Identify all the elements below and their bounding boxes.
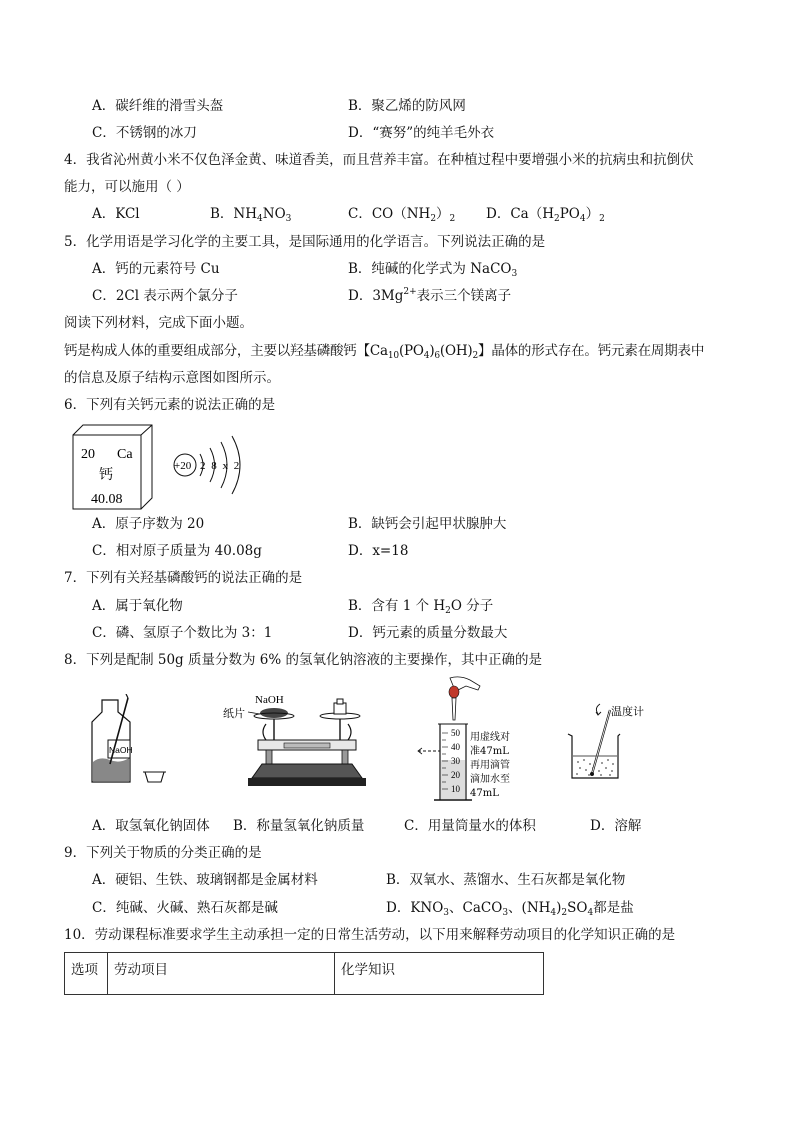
tile-atomic-number: 20 (81, 447, 95, 462)
cyl-note-4: 滴加水至 (470, 774, 510, 785)
q5-option-c: C．2Cl 表示两个氯分子 (92, 288, 238, 304)
material-intro: 阅读下列材料，完成下面小题。 (64, 315, 253, 331)
q3-option-c: C．不锈钢的冰刀 (92, 125, 197, 141)
calcium-element-figure (72, 424, 260, 512)
thermometer-label: 温度计 (611, 705, 644, 718)
figure-measure-cylinder (414, 676, 532, 806)
q9-option-c: C．纯碱、火碱、熟石灰都是碱 (92, 900, 278, 916)
figure-weigh-balance (222, 688, 388, 790)
col-header-task: 劳动项目 (108, 953, 335, 995)
q3-option-d: D．“赛努”的纯羊毛外衣 (348, 125, 495, 141)
material-paragraph-cont: 的信息及原子结构示意图如图所示。 (64, 370, 280, 386)
tile-atomic-mass: 40.08 (91, 492, 123, 507)
q7-option-d: D．钙元素的质量分数最大 (348, 625, 508, 641)
col-header-knowledge: 化学知识 (335, 953, 544, 995)
q5-option-b: B．纯碱的化学式为 NaCO$_3$ (348, 261, 518, 279)
q4-option-d: D．$Ca(H_2PO_4)_2$ (486, 206, 605, 224)
balance-solid-label: NaOH (255, 694, 284, 706)
cyl-tick-40: 40 (451, 742, 460, 752)
electron-shells: 2 8 x 2 (200, 460, 240, 472)
q9-option-a: A．硬铝、生铁、玻璃钢都是金属材料 (92, 872, 318, 888)
q6-stem: 6．下列有关钙元素的说法正确的是 (64, 397, 276, 413)
q10-stem: 10．劳动课程标准要求学生主动承担一定的日常生活劳动，以下用来解释劳动项目的化学知识正确的是 (64, 927, 676, 943)
material-paragraph: 钙是构成人体的重要组成部分，主要以羟基磷酸钙【$Ca_{10}(PO_4)_6(OH)_2$】晶体的形式存在。钙元素在周期表中 (64, 343, 705, 361)
q8-option-c: C．用量筒量水的体积 (404, 818, 536, 834)
q3-option-b: B．聚乙烯的防风网 (348, 98, 466, 114)
q6-option-d: D．x=18 (348, 543, 409, 559)
tile-name: 钙 (99, 467, 113, 483)
nucleus-charge: +20 (174, 460, 192, 472)
cyl-note-3: 再用滴管 (470, 760, 510, 771)
q9-stem: 9．下列关于物质的分类正确的是 (64, 845, 262, 861)
q8-option-a: A．取氢氧化钠固体 (92, 818, 210, 834)
q7-option-a: A．属于氧化物 (92, 598, 183, 614)
q9-option-d: D．$KNO_3$、CaCO$_3$、$(NH_4)_2SO_4$都是盐 (386, 900, 634, 918)
q5-option-a: A．钙的元素符号 Cu (92, 261, 220, 277)
col-header-option: 选项 (65, 953, 108, 995)
cyl-note-1: 用虚线对 (470, 732, 510, 743)
q8-stem: 8．下列是配制 50g 质量分数为 6% 的氢氧化钠溶液的主要操作，其中正确的是 (64, 652, 542, 668)
cyl-tick-30: 30 (451, 756, 460, 766)
q7-option-b: B．含有 1 个 $H_2O$ 分子 (348, 598, 494, 616)
q4-option-c: C．$CO(NH_2)_2$ (348, 206, 456, 224)
q6-option-a: A．原子序数为 20 (92, 516, 205, 532)
q7-stem: 7．下列有关羟基磷酸钙的说法正确的是 (64, 570, 303, 586)
q6-option-c: C．相对原子质量为 40.08g (92, 543, 262, 559)
figure-take-solid (88, 694, 168, 788)
q4-stem: 4．我省沁州黄小米不仅色泽金黄、味道香美，而且营养丰富。在种植过程中要增强小米的抗病虫和抗倒伏 (64, 152, 694, 168)
q4-option-b: B．$NH_4NO_3$ (210, 206, 292, 224)
figure-dissolve-beaker (566, 698, 662, 784)
cyl-note-5: 47mL (470, 788, 499, 799)
q8-option-b: B．称量氢氧化钠质量 (233, 818, 365, 834)
tile-symbol: Ca (117, 447, 133, 462)
q3-option-a: A．碳纤维的滑雪头盔 (92, 98, 224, 114)
atom-structure-diagram (174, 436, 240, 494)
q7-option-c: C．磷、氢原子个数比为 3：1 (92, 625, 273, 641)
cyl-tick-50: 50 (451, 728, 460, 738)
q5-stem: 5．化学用语是学习化学的主要工具，是国际通用的化学语言。下列说法正确的是 (64, 234, 546, 250)
q4-stem-cont: 能力，可以施用（ ） (64, 179, 190, 195)
q9-option-b: B．双氧水、蒸馏水、生石灰都是氧化物 (386, 872, 626, 888)
cyl-tick-10: 10 (451, 784, 460, 794)
table-header-row (65, 953, 544, 995)
bottle-label: NaOH (109, 745, 133, 755)
q5-option-d: D．$3Mg^{2+}$表示三个镁离子 (348, 287, 512, 304)
paper-label: 纸片 (223, 707, 245, 720)
q10-table (64, 952, 544, 995)
cyl-note-2: 准47mL (470, 746, 509, 757)
cyl-tick-20: 20 (451, 770, 460, 780)
q8-option-d: D．溶解 (590, 818, 642, 834)
q6-option-b: B．缺钙会引起甲状腺肿大 (348, 516, 507, 532)
q4-option-a: A．KCl (92, 206, 140, 222)
